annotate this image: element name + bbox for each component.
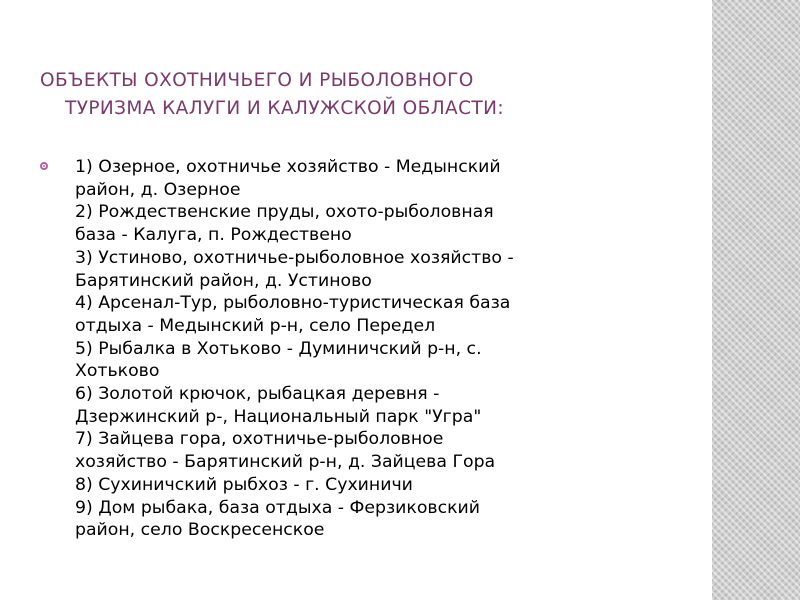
list-item xyxy=(75,201,680,246)
circle-bullet-icon xyxy=(40,162,48,170)
list-item xyxy=(75,474,680,497)
list-item-line: 1) Озерное, охотничье хозяйство - Медынский xyxy=(75,157,501,177)
list-item-line: 4) Арсенал-Тур, рыболовно-туристическая база xyxy=(75,293,511,314)
slide-title-line-2: ТУРИЗМА КАЛУГИ И КАЛУЖСКОЙ ОБЛАСТИ: xyxy=(65,98,504,119)
list-item-line: 9) Дом рыбака, база отдыха - Ферзиковский xyxy=(75,497,480,518)
list-item-line: 3) Устиново, охотничье-рыболовное хозяйство - xyxy=(75,247,514,268)
list-item xyxy=(75,383,680,428)
slide-title-line-1: ОБЪЕКТЫ ОХОТНИЧЬЕГО И РЫБОЛОВНОГО xyxy=(40,70,474,91)
slide-content xyxy=(40,156,680,542)
list-item xyxy=(75,428,680,473)
list-item xyxy=(75,292,680,337)
list-item-line: Дзержинский р-, Национальный парк "Угра" xyxy=(75,406,482,427)
list-item xyxy=(75,497,680,542)
list-item-line: район, село Воскресенское xyxy=(75,520,325,541)
slide-title xyxy=(40,67,680,123)
list-item-line: Хотьково xyxy=(75,361,160,382)
list-item-line: 6) Золотой крючок, рыбацкая деревня - xyxy=(75,384,440,405)
list-item-line: 8) Сухиничский рыбхоз - г. Сухиничи xyxy=(75,474,413,495)
list-item-line: отдыха - Медынский р-н, село Передел xyxy=(75,315,436,336)
list-item-line: хозяйство - Барятинский р-н, д. Зайцева Гора xyxy=(75,452,496,473)
list-item xyxy=(75,338,680,383)
list-item xyxy=(75,247,680,292)
list-item-line: 7) Зайцева гора, охотничье-рыболовное xyxy=(75,429,444,450)
list-item-line: район, д. Озерное xyxy=(75,179,241,200)
list-item xyxy=(75,156,680,201)
list-item-line: 2) Рождественские пруды, охото-рыболовная xyxy=(75,202,494,223)
list-item-line: Барятинский район, д. Устиново xyxy=(75,270,372,291)
decorative-side-strip xyxy=(712,0,800,600)
list-item-line: 5) Рыбалка в Хотьково - Думиничский р-н, с. xyxy=(75,338,482,359)
object-list xyxy=(40,156,680,542)
list-item-line: база - Калуга, п. Рождествено xyxy=(75,225,352,246)
